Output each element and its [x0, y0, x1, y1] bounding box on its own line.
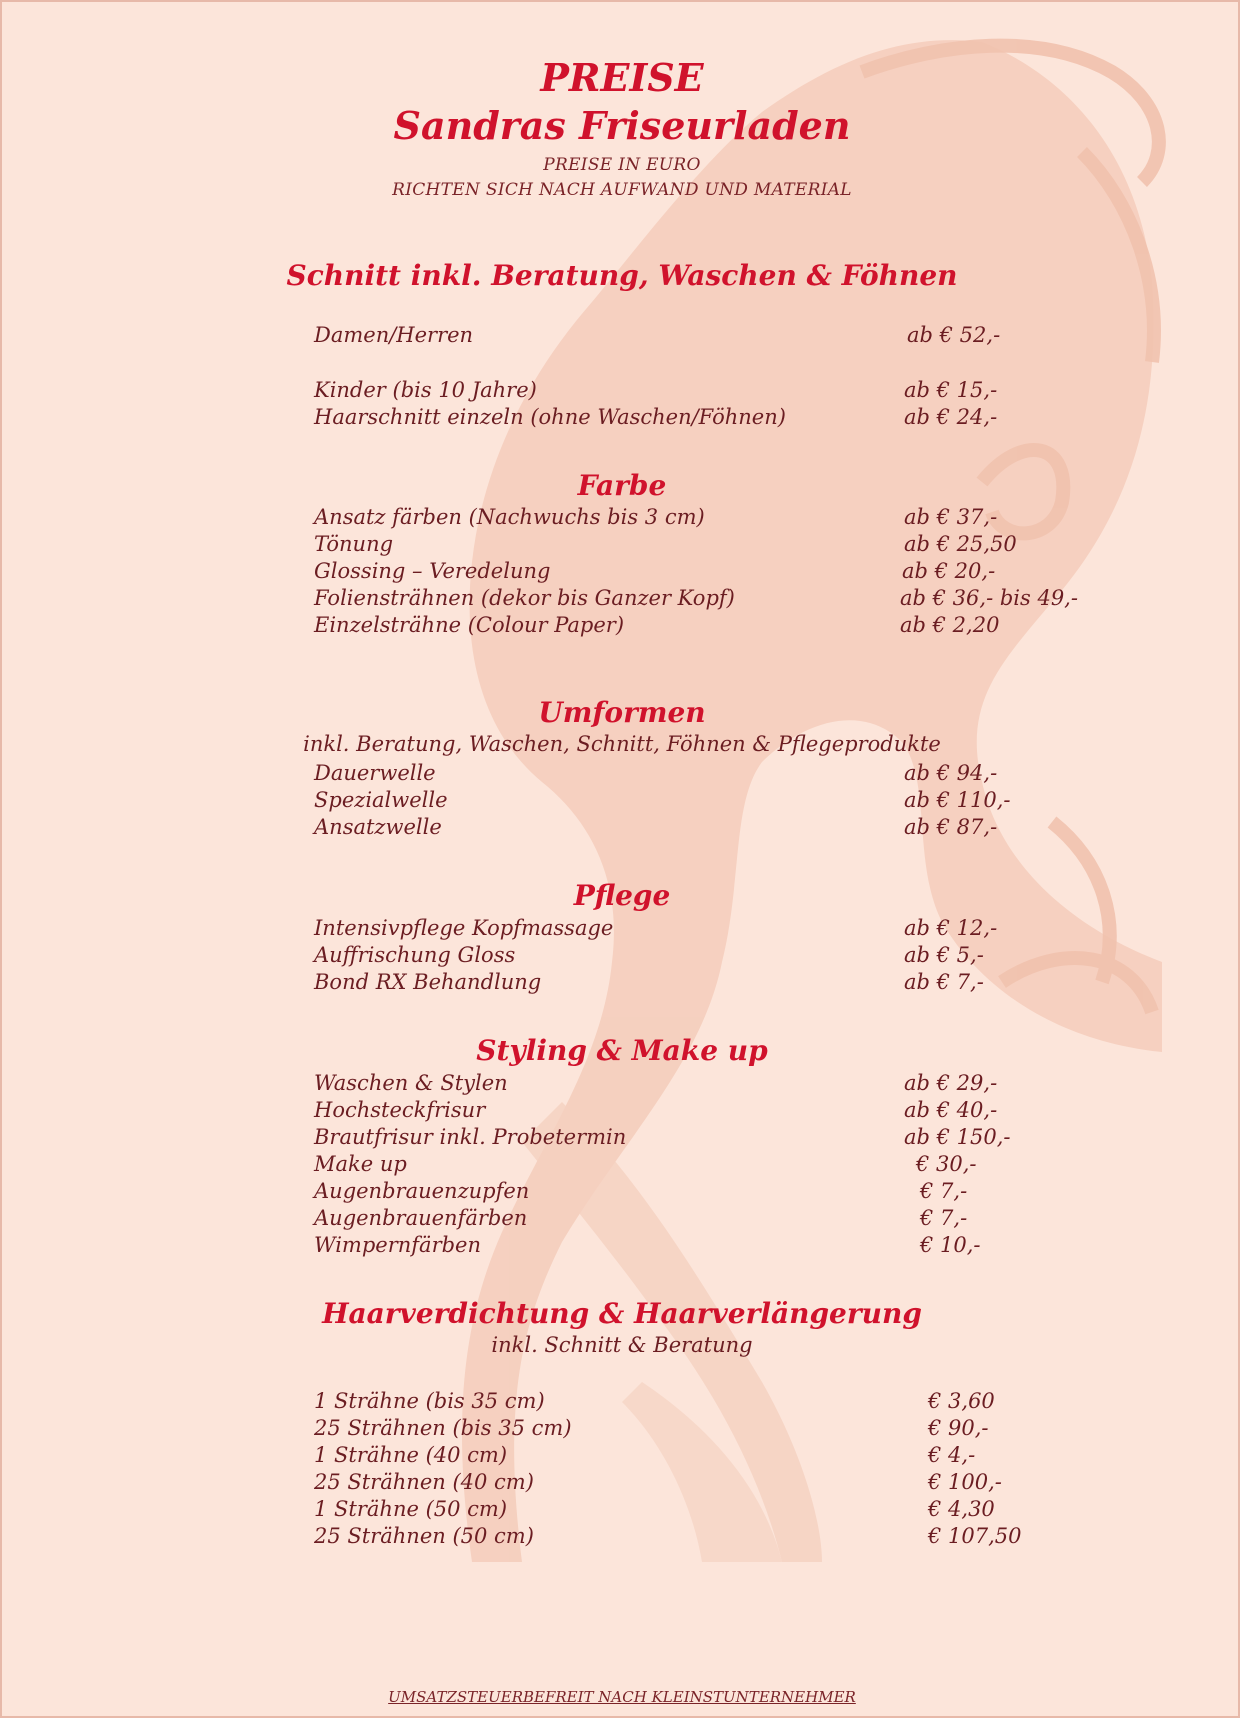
section-title-pflege: Pflege: [573, 879, 671, 912]
item-price: ab € 150,-: [904, 1125, 1011, 1149]
salon-name: Sandras Friseurladen: [393, 103, 851, 148]
list-item: Intensivpflege Kopfmassage: [314, 916, 614, 940]
section-title-haarverdichtung: Haarverdichtung & Haarverlängerung: [322, 1297, 922, 1330]
item-price: ab € 20,-: [902, 559, 996, 583]
list-item: Damen/Herren: [314, 323, 474, 347]
list-item: Ansatz färben (Nachwuchs bis 3 cm): [314, 505, 705, 529]
list-item: Haarschnitt einzeln (ohne Waschen/Föhnen): [314, 405, 786, 429]
item-price: ab € 87,-: [904, 815, 998, 839]
list-item: Bond RX Behandlung: [314, 970, 542, 994]
item-price: ab € 5,-: [904, 943, 984, 967]
item-price: ab € 24,-: [904, 405, 998, 429]
list-item: Einzelsträhne (Colour Paper): [314, 613, 625, 637]
list-item: Foliensträhnen (dekor bis Ganzer Kopf): [314, 586, 735, 610]
item-price: ab € 40,-: [904, 1098, 998, 1122]
list-item: Waschen & Stylen: [314, 1071, 508, 1095]
list-item: Augenbrauenfärben: [314, 1206, 528, 1230]
list-item: Make up: [314, 1152, 407, 1176]
price-list-content: [2, 2, 1240, 1718]
list-item: Glossing – Veredelung: [314, 559, 551, 583]
section-title-styling: Styling & Make up: [476, 1034, 768, 1067]
list-item: Hochsteckfrisur: [314, 1098, 486, 1122]
footer-tax-note: UMSATZSTEUERBEFREIT NACH KLEINSTUNTERNEHMER: [388, 1688, 856, 1706]
item-price: ab € 25,50: [904, 532, 1017, 556]
item-price: € 7,-: [920, 1206, 968, 1230]
item-price: € 4,-: [928, 1443, 976, 1467]
list-item: Auffrischung Gloss: [314, 943, 516, 967]
list-item: Brautfrisur inkl. Probetermin: [314, 1125, 627, 1149]
item-price: € 10,-: [920, 1233, 981, 1257]
item-price: ab € 37,-: [904, 505, 998, 529]
list-item: Kinder (bis 10 Jahre): [314, 378, 537, 402]
list-item: 1 Strähne (50 cm): [314, 1497, 508, 1521]
section-note-haarverdichtung: inkl. Schnitt & Beratung: [491, 1333, 753, 1357]
item-price: ab € 36,- bis 49,-: [900, 586, 1078, 610]
section-note-umformen: inkl. Beratung, Waschen, Schnitt, Föhnen & Pflegeprodukte: [303, 732, 941, 756]
list-item: 1 Strähne (40 cm): [314, 1443, 508, 1467]
list-item: Ansatzwelle: [314, 815, 442, 839]
item-price: ab € 15,-: [904, 378, 998, 402]
item-price: ab € 12,-: [904, 916, 998, 940]
list-item: 25 Strähnen (bis 35 cm): [314, 1416, 572, 1440]
section-title-farbe: Farbe: [577, 469, 667, 502]
item-price: € 4,30: [928, 1497, 995, 1521]
item-price: € 7,-: [920, 1179, 968, 1203]
item-price: € 100,-: [928, 1470, 1002, 1494]
list-item: Tönung: [314, 532, 394, 556]
item-price: ab € 29,-: [904, 1071, 998, 1095]
item-price: € 107,50: [928, 1524, 1022, 1548]
list-item: Dauerwelle: [314, 761, 436, 785]
list-item: 25 Strähnen (40 cm): [314, 1470, 534, 1494]
subtitle-pricing-note: RICHTEN SICH NACH AUFWAND UND MATERIAL: [392, 180, 852, 200]
item-price: € 3,60: [928, 1389, 995, 1413]
item-price: ab € 110,-: [904, 788, 1011, 812]
list-item: 25 Strähnen (50 cm): [314, 1524, 534, 1548]
list-item: Wimpernfärben: [314, 1233, 482, 1257]
page-title: PREISE: [540, 55, 704, 100]
list-item: Augenbrauenzupfen: [314, 1179, 530, 1203]
item-price: € 90,-: [928, 1416, 989, 1440]
item-price: ab € 7,-: [904, 970, 984, 994]
section-title-schnitt: Schnitt inkl. Beratung, Waschen & Föhnen: [286, 259, 958, 292]
list-item: Spezialwelle: [314, 788, 448, 812]
list-item: 1 Strähne (bis 35 cm): [314, 1389, 545, 1413]
subtitle-currency: PREISE IN EURO: [543, 155, 701, 175]
item-price: € 30,-: [916, 1152, 977, 1176]
item-price: ab € 2,20: [900, 613, 1000, 637]
section-title-umformen: Umformen: [538, 696, 706, 729]
item-price: ab € 52,-: [907, 323, 1001, 347]
item-price: ab € 94,-: [904, 761, 998, 785]
